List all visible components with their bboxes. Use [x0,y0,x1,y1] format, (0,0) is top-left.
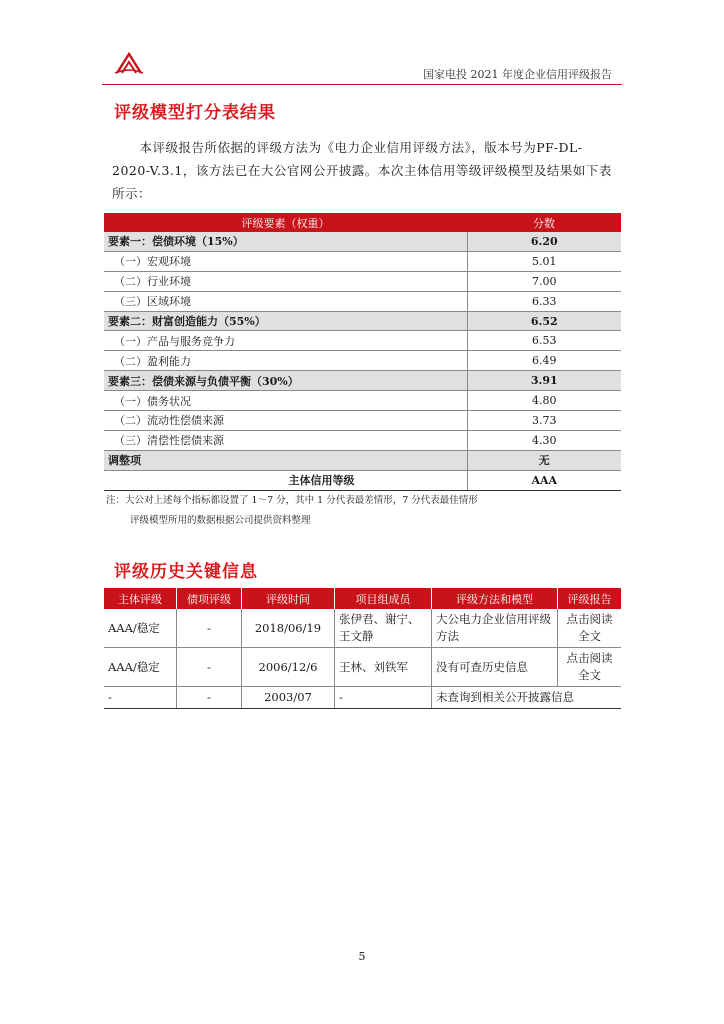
header-debt-rating: 债项评级 [177,588,242,609]
rating-method: 没有可查历史信息 [432,648,558,687]
factor-score: 3.91 [467,371,621,391]
factor-score: 7.00 [467,271,621,291]
factor-label: 要素一：偿债环境（15%） [104,232,467,251]
table-row [104,251,621,271]
debt-rating: - [177,687,242,709]
table-row [104,331,621,351]
rating-method: 大公电力企业信用评级方法 [432,609,558,648]
factor-label: 要素三：偿债来源与负债平衡（30%） [104,371,467,391]
table-row [104,351,621,371]
read-report-link[interactable]: 点击阅读全文 [558,609,622,648]
table-row [104,450,621,470]
header-rating-method: 评级方法和模型 [432,588,558,609]
table-row [104,411,621,431]
page-number: 5 [358,950,366,963]
table-row [104,648,621,687]
header-divider [102,84,622,85]
header-factor: 评级要素（权重） [104,213,467,232]
adjustment-value: 无 [467,450,621,470]
debt-rating: - [177,648,242,687]
header-rating-date: 评级时间 [242,588,335,609]
team-members: 王林、刘铁军 [335,648,432,687]
factor-score: 6.53 [467,331,621,351]
factor-label: （一）产品与服务竞争力 [104,331,467,351]
header-rating-report: 评级报告 [558,588,622,609]
rating-date: 2018/06/19 [242,609,335,648]
section-title-scoring: 评级模型打分表结果 [114,103,276,123]
table-row [104,430,621,450]
rating-method: 未查询到相关公开披露信息 [432,687,622,709]
issuer-rating: AAA/稳定 [104,648,177,687]
table-row [104,371,621,391]
factor-score: 3.73 [467,411,621,431]
adjustment-label: 调整项 [104,450,467,470]
table-row [104,391,621,411]
factor-label: （一）宏观环境 [104,251,467,271]
table-row [104,609,621,648]
table-row [104,271,621,291]
factor-label: （二）流动性偿债来源 [104,411,467,431]
header-score: 分数 [467,213,621,232]
table-row [104,232,621,251]
factor-score: 4.80 [467,391,621,411]
final-rating-value: AAA [467,470,621,490]
table-note: 注：大公对上述每个指标都设置了 1～7 分，其中 1 分代表最差情形，7 分代表最佳情形 [106,495,478,506]
debt-rating: - [177,609,242,648]
header-issuer-rating: 主体评级 [104,588,177,609]
history-table-header [104,588,621,609]
scoring-table-header [104,213,621,232]
company-logo-icon [114,52,144,76]
section-title-history: 评级历史关键信息 [114,562,258,582]
factor-score: 4.30 [467,430,621,450]
team-members: 张伊君、谢宁、王文静 [335,609,432,648]
factor-label: （一）债务状况 [104,391,467,411]
factor-score: 6.52 [467,311,621,331]
final-rating-label: 主体信用等级 [104,470,467,490]
factor-label: （二）行业环境 [104,271,467,291]
issuer-rating: AAA/稳定 [104,609,177,648]
header-team-members: 项目组成员 [335,588,432,609]
scoring-table [104,213,621,491]
factor-label: （二）盈利能力 [104,351,467,371]
report-header-title: 国家电投 2021 年度企业信用评级报告 [423,68,612,81]
factor-score: 6.33 [467,291,621,311]
factor-label: （三）区域环境 [104,291,467,311]
issuer-rating: - [104,687,177,709]
rating-history-table [104,588,621,709]
table-row [104,470,621,490]
rating-date: 2006/12/6 [242,648,335,687]
factor-score: 6.20 [467,232,621,251]
intro-paragraph: 本评级报告所依据的评级方法为《电力企业信用评级方法》，版本号为PF-DL-2020-V.3.1，该方法已在大公官网公开披露。本次主体信用等级评级模型及结果如下表所示： [112,140,612,201]
factor-score: 5.01 [467,251,621,271]
table-row [104,687,621,709]
factor-score: 6.49 [467,351,621,371]
team-members: - [335,687,432,709]
factor-label: （三）清偿性偿债来源 [104,430,467,450]
data-source-note: 评级模型所用的数据根据公司提供资料整理 [130,515,311,526]
rating-date: 2003/07 [242,687,335,709]
table-row [104,291,621,311]
factor-label: 要素二：财富创造能力（55%） [104,311,467,331]
read-report-link[interactable]: 点击阅读全文 [558,648,622,687]
table-row [104,311,621,331]
